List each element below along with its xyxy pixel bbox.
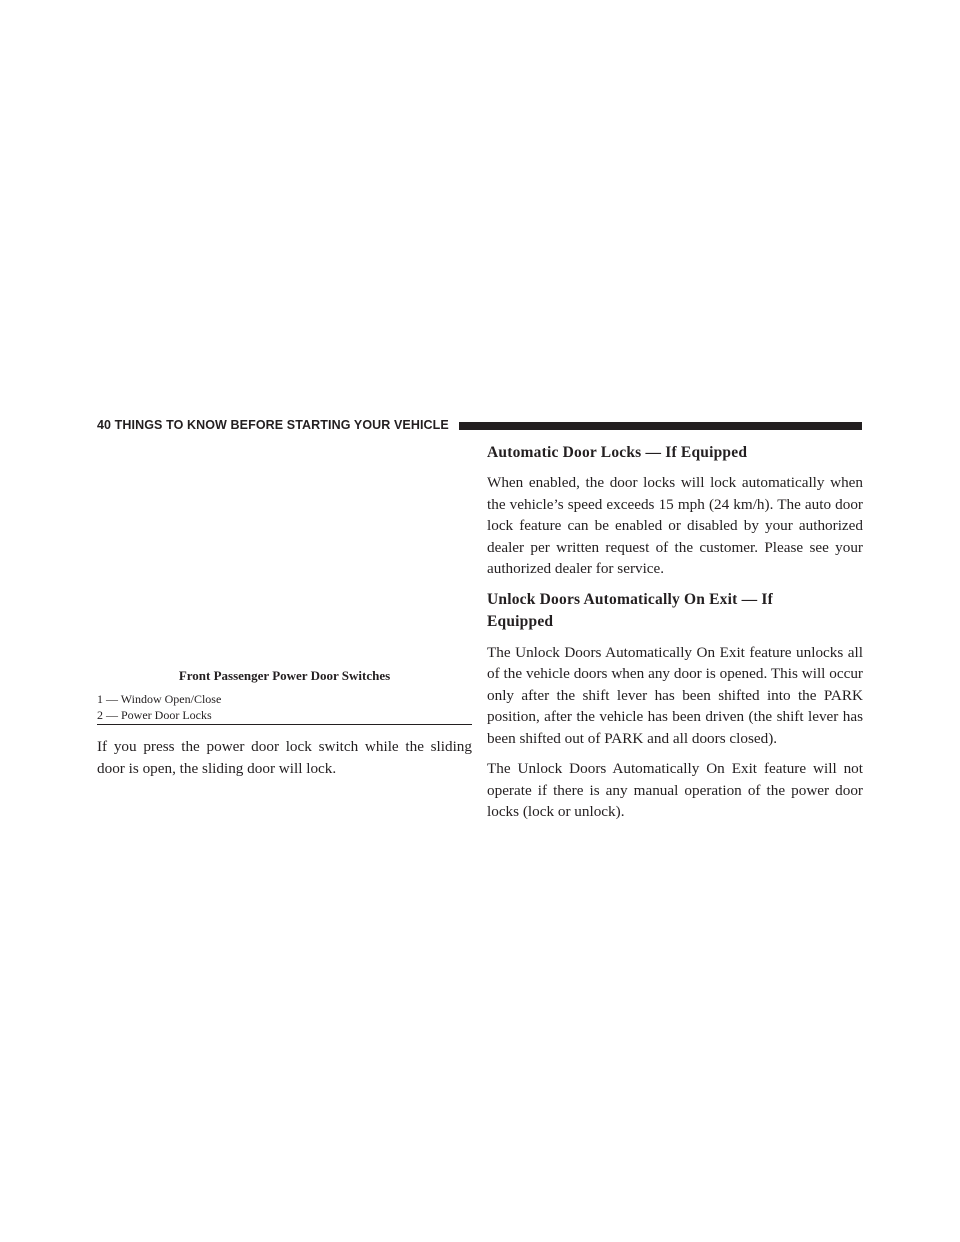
legend-item-door-locks: 2 — Power Door Locks: [97, 708, 212, 722]
sliding-door-paragraph: If you press the power door lock switch while the sliding door is open, the sliding door will lock.: [97, 738, 472, 777]
heading-unlock-doors-on-exit: [487, 589, 863, 633]
heading-unlock-line-1: Unlock Doors Automatically On Exit — If: [487, 590, 773, 608]
figure-legend: [97, 691, 472, 723]
figure-caption: Front Passenger Power Door Switches: [178, 668, 391, 683]
heading-unlock-line-2: Equipped: [487, 612, 554, 630]
legend-divider: [97, 724, 472, 725]
page-header-text: 40 THINGS TO KNOW BEFORE STARTING YOUR VEHICLE: [97, 418, 453, 432]
figure-image-placeholder: [97, 440, 472, 662]
right-column: [487, 442, 863, 823]
paragraph-automatic-door-locks: When enabled, the door locks will lock automatically when the vehicle’s speed exceeds 15 mph (24 km/h). The auto door lock feature can be enabled or disabled by your authorized dealer per written request of the customer. Please see your authorized dealer for service.: [487, 474, 863, 577]
paragraph-unlock-manual-operation: The Unlock Doors Automatically On Exit feature will not operate if there is any manual operation of the power door locks (lock or unlock).: [487, 760, 863, 820]
page-header: [97, 419, 862, 433]
paragraph-unlock-feature: The Unlock Doors Automatically On Exit feature unlocks all of the vehicle doors when any door is opened. This will occur only after the shift lever has been shifted into the PARK position, after the vehicle has been driven (the shift lever has been shifted out of PARK and all doors closed).: [487, 643, 863, 747]
legend-item-window: 1 — Window Open/Close: [97, 692, 222, 706]
header-rule-bar: [459, 422, 862, 430]
heading-automatic-door-locks: Automatic Door Locks — If Equipped: [487, 444, 748, 461]
